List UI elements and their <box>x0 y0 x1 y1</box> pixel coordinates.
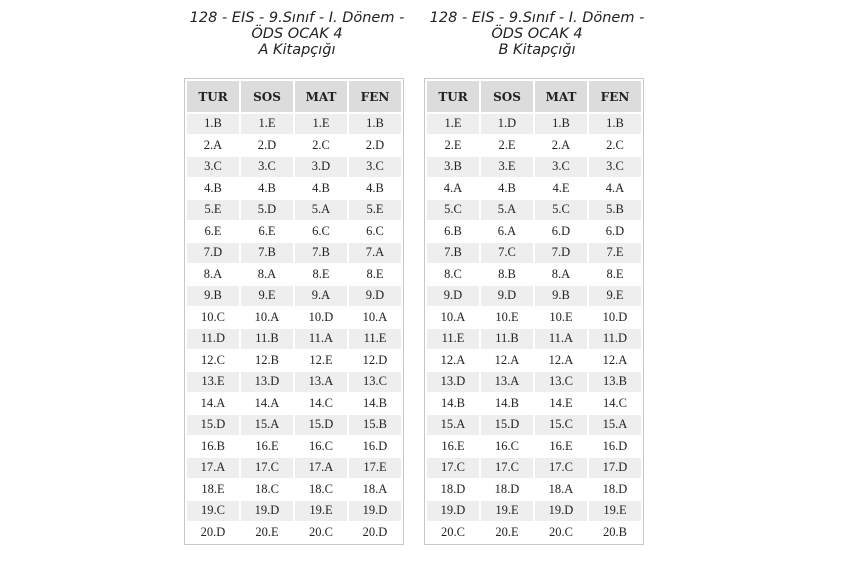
answer-cell: 12.A <box>589 351 641 371</box>
answer-cell: 19.E <box>481 501 533 521</box>
table-row <box>187 200 401 220</box>
table-row <box>187 437 401 457</box>
title-line-1: 128 - EIS - 9.Sınıf - I. Dönem - <box>189 10 405 26</box>
answer-cell: 4.B <box>241 179 293 199</box>
answer-cell: 10.A <box>349 308 401 328</box>
answer-cell: 4.B <box>187 179 239 199</box>
answer-cell: 18.A <box>535 480 587 500</box>
answer-cell: 13.C <box>349 372 401 392</box>
answer-cell: 5.E <box>349 200 401 220</box>
answer-cell: 5.D <box>241 200 293 220</box>
answer-cell: 10.A <box>241 308 293 328</box>
answer-cell: 20.E <box>481 523 533 543</box>
answer-cell: 6.A <box>481 222 533 242</box>
answer-cell: 3.B <box>427 157 479 177</box>
answer-cell: 17.C <box>241 458 293 478</box>
answer-cell: 8.E <box>295 265 347 285</box>
table-row <box>187 415 401 435</box>
answer-cell: 8.E <box>589 265 641 285</box>
answer-cell: 5.C <box>535 200 587 220</box>
answer-cell: 8.E <box>349 265 401 285</box>
answer-cell: 7.C <box>481 243 533 263</box>
answer-cell: 14.E <box>535 394 587 414</box>
answer-cell: 11.E <box>349 329 401 349</box>
table-row <box>427 243 641 263</box>
answer-cell: 10.D <box>295 308 347 328</box>
answer-cell: 13.A <box>481 372 533 392</box>
answer-cell: 18.D <box>481 480 533 500</box>
table-row <box>427 308 641 328</box>
answer-cell: 13.D <box>427 372 479 392</box>
answer-cell: 3.C <box>187 157 239 177</box>
table-row <box>187 243 401 263</box>
answer-cell: 9.D <box>427 286 479 306</box>
answer-cell: 3.D <box>295 157 347 177</box>
answer-cell: 15.A <box>589 415 641 435</box>
title-line-2: ÖDS OCAK 4 <box>251 26 343 42</box>
table-row <box>187 480 401 500</box>
answer-cell: 4.E <box>535 179 587 199</box>
answer-cell: 6.B <box>427 222 479 242</box>
column-header-tur: TUR <box>187 81 239 112</box>
table-row <box>427 222 641 242</box>
answer-cell: 19.D <box>535 501 587 521</box>
answer-cell: 13.D <box>241 372 293 392</box>
table-row <box>427 179 641 199</box>
answer-cell: 18.E <box>187 480 239 500</box>
column-header-sos: SOS <box>481 81 533 112</box>
answer-cell: 1.E <box>427 114 479 134</box>
title-line-1: 128 - EIS - 9.Sınıf - I. Dönem - <box>429 10 645 26</box>
answer-cell: 10.A <box>427 308 479 328</box>
answer-cell: 20.C <box>535 523 587 543</box>
title-line-3: B Kitapçığı <box>498 42 576 58</box>
answer-cell: 20.D <box>349 523 401 543</box>
answer-cell: 6.E <box>187 222 239 242</box>
answer-cell: 3.C <box>349 157 401 177</box>
answer-cell: 11.A <box>295 329 347 349</box>
answer-cell: 11.D <box>589 329 641 349</box>
table-row <box>427 329 641 349</box>
answer-cell: 11.E <box>427 329 479 349</box>
answer-cell: 17.E <box>349 458 401 478</box>
answer-cell: 15.D <box>187 415 239 435</box>
answer-cell: 17.A <box>187 458 239 478</box>
table-row <box>187 458 401 478</box>
answer-cell: 17.D <box>589 458 641 478</box>
answer-cell: 10.E <box>481 308 533 328</box>
answer-cell: 11.B <box>241 329 293 349</box>
answer-cell: 7.B <box>295 243 347 263</box>
answer-cell: 3.C <box>241 157 293 177</box>
answer-cell: 1.B <box>535 114 587 134</box>
answer-cell: 2.A <box>187 136 239 156</box>
answer-cell: 5.A <box>295 200 347 220</box>
answer-cell: 17.C <box>427 458 479 478</box>
booklet-b-title <box>416 10 658 58</box>
answer-cell: 1.B <box>349 114 401 134</box>
header-row <box>187 81 401 112</box>
table-row <box>427 136 641 156</box>
answer-cell: 6.C <box>349 222 401 242</box>
answer-cell: 16.D <box>589 437 641 457</box>
answer-cell: 5.A <box>481 200 533 220</box>
table-row <box>427 523 641 543</box>
answer-cell: 7.A <box>349 243 401 263</box>
answer-cell: 2.D <box>349 136 401 156</box>
answer-cell: 15.A <box>427 415 479 435</box>
answer-cell: 20.C <box>427 523 479 543</box>
table-row <box>187 222 401 242</box>
table-row <box>427 286 641 306</box>
answer-cell: 6.E <box>241 222 293 242</box>
answer-cell: 15.B <box>349 415 401 435</box>
table-row <box>187 372 401 392</box>
table-row <box>427 480 641 500</box>
table-row <box>427 458 641 478</box>
answer-cell: 12.E <box>295 351 347 371</box>
booklet-a <box>184 10 410 539</box>
answer-cell: 5.E <box>187 200 239 220</box>
answer-cell: 4.B <box>349 179 401 199</box>
table-body <box>187 114 401 542</box>
answer-cell: 10.C <box>187 308 239 328</box>
table-row <box>187 265 401 285</box>
table-row <box>427 265 641 285</box>
answer-cell: 12.A <box>427 351 479 371</box>
answer-cell: 13.C <box>535 372 587 392</box>
booklet-b <box>424 10 650 539</box>
table-row <box>187 394 401 414</box>
answer-cell: 9.D <box>481 286 533 306</box>
column-header-sos: SOS <box>241 81 293 112</box>
answer-cell: 1.D <box>481 114 533 134</box>
answer-cell: 8.A <box>187 265 239 285</box>
table-row <box>427 114 641 134</box>
answer-cell: 15.C <box>535 415 587 435</box>
answer-cell: 16.E <box>535 437 587 457</box>
answer-cell: 9.D <box>349 286 401 306</box>
answer-cell: 10.E <box>535 308 587 328</box>
title-line-3: A Kitapçığı <box>258 42 336 58</box>
answer-cell: 15.A <box>241 415 293 435</box>
answer-cell: 12.B <box>241 351 293 371</box>
answer-cell: 9.A <box>295 286 347 306</box>
answer-cell: 19.D <box>349 501 401 521</box>
answer-cell: 3.C <box>535 157 587 177</box>
column-header-tur: TUR <box>427 81 479 112</box>
answer-key-table-b <box>424 78 644 545</box>
answer-cell: 16.B <box>187 437 239 457</box>
answer-cell: 1.E <box>241 114 293 134</box>
answer-cell: 6.D <box>535 222 587 242</box>
answer-cell: 14.C <box>589 394 641 414</box>
answer-cell: 17.C <box>481 458 533 478</box>
answer-cell: 14.B <box>481 394 533 414</box>
answer-cell: 13.A <box>295 372 347 392</box>
answer-cell: 4.B <box>481 179 533 199</box>
answer-cell: 3.C <box>589 157 641 177</box>
answer-cell: 14.C <box>295 394 347 414</box>
answer-cell: 12.D <box>349 351 401 371</box>
table-row <box>427 200 641 220</box>
answer-cell: 13.E <box>187 372 239 392</box>
answer-cell: 20.E <box>241 523 293 543</box>
answer-cell: 12.A <box>481 351 533 371</box>
answer-cell: 11.D <box>187 329 239 349</box>
table-row <box>187 136 401 156</box>
answer-cell: 14.A <box>187 394 239 414</box>
answer-cell: 7.B <box>241 243 293 263</box>
answer-cell: 7.E <box>589 243 641 263</box>
answer-cell: 7.D <box>535 243 587 263</box>
answer-cell: 18.A <box>349 480 401 500</box>
answer-cell: 14.B <box>349 394 401 414</box>
table-row <box>427 372 641 392</box>
answer-cell: 17.A <box>295 458 347 478</box>
answer-cell: 12.A <box>535 351 587 371</box>
table-row <box>427 415 641 435</box>
answer-cell: 6.D <box>589 222 641 242</box>
answer-cell: 16.C <box>481 437 533 457</box>
answer-cell: 8.A <box>535 265 587 285</box>
answer-cell: 9.B <box>535 286 587 306</box>
answer-cell: 8.A <box>241 265 293 285</box>
answer-cell: 19.E <box>295 501 347 521</box>
answer-cell: 1.B <box>589 114 641 134</box>
table-row <box>187 501 401 521</box>
answer-cell: 8.C <box>427 265 479 285</box>
answer-cell: 19.E <box>589 501 641 521</box>
answer-cell: 14.A <box>241 394 293 414</box>
answer-cell: 4.A <box>427 179 479 199</box>
answer-cell: 1.B <box>187 114 239 134</box>
column-header-mat: MAT <box>535 81 587 112</box>
answer-cell: 16.E <box>427 437 479 457</box>
answer-cell: 7.D <box>187 243 239 263</box>
table-row <box>187 308 401 328</box>
answer-cell: 2.C <box>589 136 641 156</box>
answer-cell: 5.C <box>427 200 479 220</box>
answer-cell: 4.B <box>295 179 347 199</box>
answer-cell: 7.B <box>427 243 479 263</box>
answer-cell: 1.E <box>295 114 347 134</box>
answer-cell: 19.C <box>187 501 239 521</box>
answer-cell: 16.E <box>241 437 293 457</box>
table-row <box>187 523 401 543</box>
table-row <box>427 394 641 414</box>
table-row <box>187 286 401 306</box>
table-row <box>187 329 401 349</box>
column-header-fen: FEN <box>589 81 641 112</box>
table-row <box>427 351 641 371</box>
answer-cell: 19.D <box>241 501 293 521</box>
answer-cell: 16.D <box>349 437 401 457</box>
answer-cell: 8.B <box>481 265 533 285</box>
table-row <box>427 157 641 177</box>
table-body <box>427 114 641 542</box>
answer-cell: 18.D <box>589 480 641 500</box>
answer-cell: 20.B <box>589 523 641 543</box>
table-row <box>427 437 641 457</box>
answer-cell: 2.A <box>535 136 587 156</box>
answer-cell: 12.C <box>187 351 239 371</box>
answer-cell: 15.D <box>481 415 533 435</box>
answer-cell: 9.E <box>241 286 293 306</box>
answer-cell: 13.B <box>589 372 641 392</box>
header-row <box>427 81 641 112</box>
column-header-fen: FEN <box>349 81 401 112</box>
answer-cell: 2.E <box>427 136 479 156</box>
answer-cell: 2.D <box>241 136 293 156</box>
table-row <box>427 501 641 521</box>
answer-cell: 18.D <box>427 480 479 500</box>
answer-key-table-a <box>184 78 404 545</box>
title-line-2: ÖDS OCAK 4 <box>491 26 583 42</box>
table-row <box>187 114 401 134</box>
answer-cell: 2.E <box>481 136 533 156</box>
table-row <box>187 179 401 199</box>
answer-cell: 2.C <box>295 136 347 156</box>
column-header-mat: MAT <box>295 81 347 112</box>
answer-cell: 10.D <box>589 308 641 328</box>
answer-cell: 19.D <box>427 501 479 521</box>
answer-cell: 14.B <box>427 394 479 414</box>
answer-cell: 9.B <box>187 286 239 306</box>
answer-cell: 16.C <box>295 437 347 457</box>
answer-cell: 20.C <box>295 523 347 543</box>
answer-cell: 6.C <box>295 222 347 242</box>
answer-cell: 9.E <box>589 286 641 306</box>
table-row <box>187 351 401 371</box>
answer-cell: 11.B <box>481 329 533 349</box>
answer-cell: 17.C <box>535 458 587 478</box>
answer-cell: 15.D <box>295 415 347 435</box>
table-row <box>187 157 401 177</box>
answer-cell: 20.D <box>187 523 239 543</box>
answer-cell: 11.A <box>535 329 587 349</box>
answer-cell: 4.A <box>589 179 641 199</box>
booklet-a-title <box>176 10 418 58</box>
answer-cell: 18.C <box>241 480 293 500</box>
answer-cell: 18.C <box>295 480 347 500</box>
answer-cell: 5.B <box>589 200 641 220</box>
answer-cell: 3.E <box>481 157 533 177</box>
